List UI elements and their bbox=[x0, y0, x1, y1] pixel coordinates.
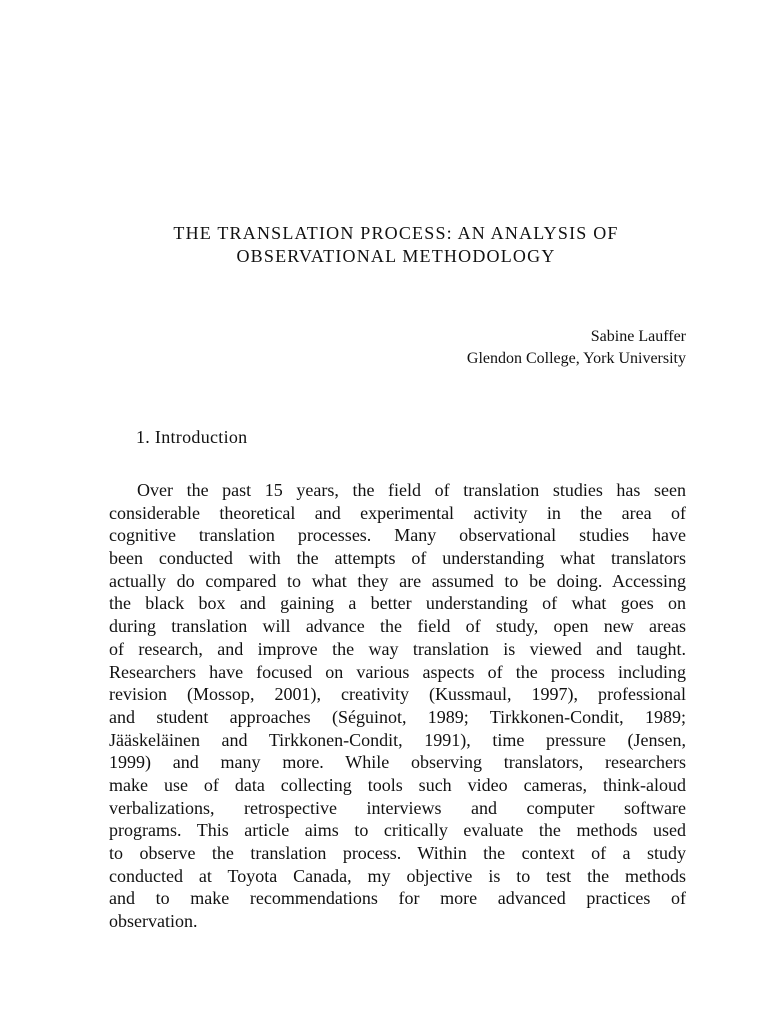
paragraph-line: of research, and improve the way translation is viewed and taught. bbox=[109, 638, 686, 659]
paragraph-line: Over the past 15 years, the field of translation studies has seen bbox=[137, 480, 686, 500]
author-affiliation: Glendon College, York University bbox=[466, 350, 686, 367]
paragraph-line: Researchers have focused on various aspects of the process including bbox=[109, 661, 686, 682]
author-name: Sabine Lauffer bbox=[590, 328, 686, 345]
paper-title-line-2: OBSERVATIONAL METHODOLOGY bbox=[236, 246, 556, 266]
paragraph-line: conducted at Toyota Canada, my objective is to test the methods bbox=[109, 865, 686, 886]
paragraph-line: during translation will advance the field of study, open new areas bbox=[109, 616, 686, 637]
section-heading: 1. Introduction bbox=[136, 427, 248, 447]
paragraph-line: to observe the translation process. Within the context of a study bbox=[109, 843, 686, 863]
paragraph-line: Jääskeläinen and Tirkkonen-Condit, 1991), time pressure (Jensen, bbox=[109, 729, 686, 750]
paper-title bbox=[84, 222, 708, 268]
paragraph-line: actually do compared to what they are assumed to be doing. Accessing bbox=[109, 570, 686, 591]
paragraph-line: make use of data collecting tools such video cameras, think-aloud bbox=[109, 774, 686, 795]
paragraph-line: observation. bbox=[109, 911, 198, 932]
paragraph-line: 1999) and many more. While observing translators, researchers bbox=[109, 752, 686, 773]
paragraph-line: and student approaches (Séguinot, 1989; Tirkkonen-Condit, 1989; bbox=[109, 706, 686, 727]
paragraph-line: verbalizations, retrospective interviews and computer software bbox=[109, 797, 686, 818]
paragraph-line: the black box and gaining a better understanding of what goes on bbox=[109, 593, 686, 614]
paragraph-line: been conducted with the attempts of understanding what translators bbox=[109, 548, 686, 569]
paragraph-line: revision (Mossop, 2001), creativity (Kussmaul, 1997), professional bbox=[109, 684, 686, 705]
paragraph-line: programs. This article aims to critically evaluate the methods used bbox=[109, 820, 686, 841]
paragraph-line: and to make recommendations for more advanced practices of bbox=[109, 888, 686, 909]
author-block bbox=[467, 326, 686, 370]
paragraph-line: considerable theoretical and experimental activity in the area of bbox=[109, 502, 686, 523]
body-paragraph bbox=[109, 479, 686, 933]
paper-title-line-1: THE TRANSLATION PROCESS: AN ANALYSIS OF bbox=[173, 223, 619, 243]
paragraph-line: cognitive translation processes. Many observational studies have bbox=[109, 525, 686, 546]
